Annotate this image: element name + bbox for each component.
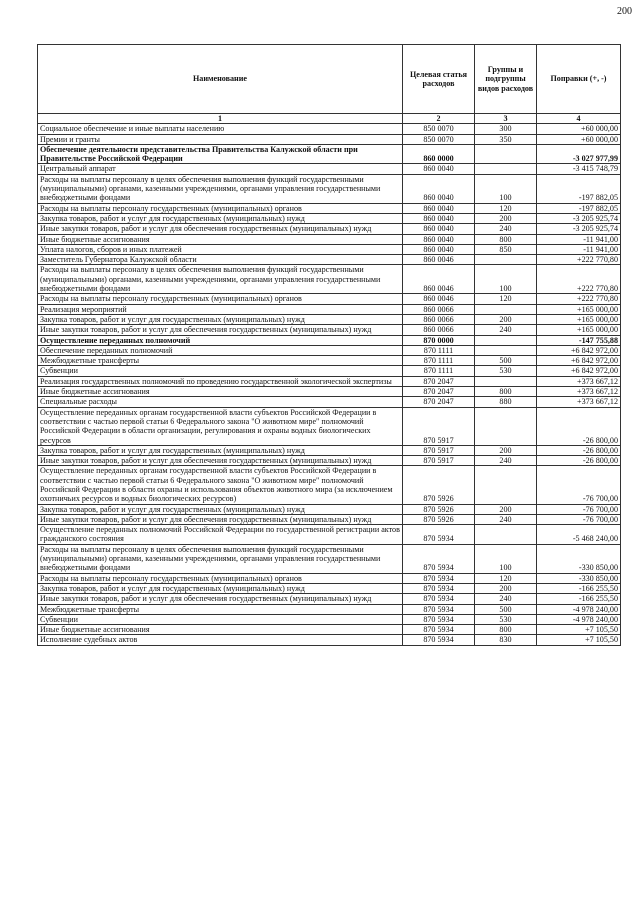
row-group xyxy=(475,144,537,164)
header-expense-groups: Группы и подгруппы видов расходов xyxy=(475,45,537,114)
row-group: 120 xyxy=(475,203,537,213)
row-target: 870 5934 xyxy=(403,614,475,624)
row-name: Центральный аппарат xyxy=(38,164,403,174)
row-target: 870 5934 xyxy=(403,525,475,545)
column-number: 2 xyxy=(403,114,475,124)
table-row xyxy=(38,366,621,376)
row-target: 870 5917 xyxy=(403,407,475,445)
row-amendment: -76 700,00 xyxy=(537,466,621,504)
row-target: 870 2047 xyxy=(403,387,475,397)
table-row xyxy=(38,244,621,254)
row-group: 800 xyxy=(475,387,537,397)
table-row xyxy=(38,514,621,524)
row-amendment: +373 667,12 xyxy=(537,376,621,386)
row-name: Иные закупки товаров, работ и услуг для обеспечения государственных (муниципальных) нужд xyxy=(38,325,403,335)
row-target: 870 1111 xyxy=(403,345,475,355)
row-target: 870 5934 xyxy=(403,583,475,593)
row-amendment: -166 255,50 xyxy=(537,583,621,593)
row-amendment: -26 800,00 xyxy=(537,456,621,466)
row-name: Межбюджетные трансферты xyxy=(38,604,403,614)
row-target: 870 5934 xyxy=(403,544,475,573)
row-target: 860 0046 xyxy=(403,255,475,265)
row-target: 860 0040 xyxy=(403,174,475,203)
row-group: 200 xyxy=(475,445,537,455)
row-name: Закупка товаров, работ и услуг для государственных (муниципальных) нужд xyxy=(38,504,403,514)
row-target: 860 0066 xyxy=(403,314,475,324)
row-group: 240 xyxy=(475,594,537,604)
row-target: 870 2047 xyxy=(403,397,475,407)
row-amendment: -5 468 240,00 xyxy=(537,525,621,545)
row-name: Иные закупки товаров, работ и услуг для обеспечения государственных (муниципальных) нужд xyxy=(38,456,403,466)
table-row xyxy=(38,625,621,635)
row-group: 350 xyxy=(475,134,537,144)
row-target: 870 1111 xyxy=(403,366,475,376)
row-amendment: +6 842 972,00 xyxy=(537,345,621,355)
row-target: 860 0040 xyxy=(403,203,475,213)
row-name: Межбюджетные трансферты xyxy=(38,356,403,366)
row-amendment: +222 770,80 xyxy=(537,255,621,265)
table-row xyxy=(38,376,621,386)
table-row xyxy=(38,356,621,366)
row-group: 240 xyxy=(475,456,537,466)
row-amendment: -330 850,00 xyxy=(537,573,621,583)
column-number: 3 xyxy=(475,114,537,124)
row-name: Иные бюджетные ассигнования xyxy=(38,234,403,244)
row-name: Иные бюджетные ассигнования xyxy=(38,387,403,397)
row-amendment: +6 842 972,00 xyxy=(537,356,621,366)
table-row xyxy=(38,294,621,304)
row-name: Расходы на выплаты персоналу в целях обеспечения выполнения функций государственными (муниципальными) органами, казенными учреждениями, органами управления государственными внебюджетными фондами xyxy=(38,265,403,294)
row-group: 100 xyxy=(475,265,537,294)
table-header-row xyxy=(38,45,621,114)
row-amendment: -26 800,00 xyxy=(537,445,621,455)
table-row xyxy=(38,583,621,593)
row-target: 860 0040 xyxy=(403,224,475,234)
row-amendment: +60 000,00 xyxy=(537,124,621,134)
row-name: Иные закупки товаров, работ и услуг для обеспечения государственных (муниципальных) нужд xyxy=(38,594,403,604)
column-number: 4 xyxy=(537,114,621,124)
row-target: 860 0000 xyxy=(403,144,475,164)
table-row xyxy=(38,224,621,234)
table-row xyxy=(38,456,621,466)
row-amendment: +7 105,50 xyxy=(537,635,621,645)
row-target: 860 0066 xyxy=(403,304,475,314)
row-group xyxy=(475,407,537,445)
row-group: 880 xyxy=(475,397,537,407)
row-group: 200 xyxy=(475,213,537,223)
row-target: 870 2047 xyxy=(403,376,475,386)
row-target: 860 0040 xyxy=(403,234,475,244)
row-name: Расходы на выплаты персоналу государственных (муниципальных) органов xyxy=(38,203,403,213)
row-group xyxy=(475,164,537,174)
row-target: 870 5926 xyxy=(403,514,475,524)
budget-table xyxy=(37,44,621,646)
row-name: Субвенции xyxy=(38,366,403,376)
row-group: 200 xyxy=(475,314,537,324)
row-amendment: -11 941,00 xyxy=(537,244,621,254)
row-target: 870 5917 xyxy=(403,456,475,466)
row-target: 870 5926 xyxy=(403,504,475,514)
row-amendment: -197 882,05 xyxy=(537,174,621,203)
table-row xyxy=(38,635,621,645)
row-amendment: -166 255,50 xyxy=(537,594,621,604)
row-group xyxy=(475,304,537,314)
row-amendment: +222 770,80 xyxy=(537,294,621,304)
row-amendment: -330 850,00 xyxy=(537,544,621,573)
row-target: 870 5934 xyxy=(403,573,475,583)
table-row xyxy=(38,314,621,324)
row-target: 870 5934 xyxy=(403,594,475,604)
row-target: 860 0046 xyxy=(403,294,475,304)
row-name: Осуществление переданных органам государственной власти субъектов Российской Федерации в соответствии с частью первой статьи 6 Федерального закона "О животном мире" полномочий Российской Федерации в области охраны и использования объектов животного мира (за исключением охотничьих ресурсов и водных биологических ресурсов) xyxy=(38,466,403,504)
row-name: Расходы на выплаты персоналу в целях обеспечения выполнения функций государственными (муниципальными) органами, казенными учреждениями, органами управления государственными внебюджетными фондами xyxy=(38,544,403,573)
table-row xyxy=(38,265,621,294)
row-group xyxy=(475,255,537,265)
row-name: Заместитель Губернатора Калужской области xyxy=(38,255,403,265)
row-name: Иные закупки товаров, работ и услуг для обеспечения государственных (муниципальных) нужд xyxy=(38,224,403,234)
row-group: 800 xyxy=(475,234,537,244)
header-target-article: Целевая статья расходов xyxy=(403,45,475,114)
row-name: Уплата налогов, сборов и иных платежей xyxy=(38,244,403,254)
row-target: 870 1111 xyxy=(403,356,475,366)
row-target: 870 0000 xyxy=(403,335,475,345)
row-name: Закупка товаров, работ и услуг для государственных (муниципальных) нужд xyxy=(38,213,403,223)
row-group: 850 xyxy=(475,244,537,254)
row-group: 530 xyxy=(475,614,537,624)
row-amendment: -3 415 748,79 xyxy=(537,164,621,174)
table-row xyxy=(38,604,621,614)
table-row xyxy=(38,213,621,223)
header-name: Наименование xyxy=(38,45,403,114)
row-group: 530 xyxy=(475,366,537,376)
table-row xyxy=(38,466,621,504)
row-name: Расходы на выплаты персоналу государственных (муниципальных) органов xyxy=(38,294,403,304)
row-name: Закупка товаров, работ и услуг для государственных (муниципальных) нужд xyxy=(38,314,403,324)
row-name: Специальные расходы xyxy=(38,397,403,407)
row-group xyxy=(475,345,537,355)
row-amendment: +222 770,80 xyxy=(537,265,621,294)
row-group xyxy=(475,466,537,504)
row-target: 850 0070 xyxy=(403,124,475,134)
row-group: 200 xyxy=(475,504,537,514)
column-number-row xyxy=(38,114,621,124)
row-name: Премии и гранты xyxy=(38,134,403,144)
row-amendment: +165 000,00 xyxy=(537,314,621,324)
row-amendment: -3 205 925,74 xyxy=(537,213,621,223)
row-target: 870 5934 xyxy=(403,604,475,614)
table-row xyxy=(38,345,621,355)
table-row xyxy=(38,525,621,545)
table-row xyxy=(38,255,621,265)
row-target: 860 0040 xyxy=(403,213,475,223)
row-name: Иные бюджетные ассигнования xyxy=(38,625,403,635)
table-row xyxy=(38,134,621,144)
row-name: Реализация государственных полномочий по проведению государственной экологической экспертизы xyxy=(38,376,403,386)
row-amendment: -147 755,88 xyxy=(537,335,621,345)
table-row xyxy=(38,234,621,244)
row-name: Закупка товаров, работ и услуг для государственных (муниципальных) нужд xyxy=(38,445,403,455)
row-target: 860 0066 xyxy=(403,325,475,335)
row-group: 240 xyxy=(475,325,537,335)
row-group: 240 xyxy=(475,514,537,524)
row-amendment: +165 000,00 xyxy=(537,325,621,335)
row-amendment: -3 027 977,99 xyxy=(537,144,621,164)
row-name: Обеспечение деятельности представительства Правительства Калужской области при Правительстве Российской Федерации xyxy=(38,144,403,164)
row-name: Закупка товаров, работ и услуг для государственных (муниципальных) нужд xyxy=(38,583,403,593)
row-group: 200 xyxy=(475,583,537,593)
row-group xyxy=(475,335,537,345)
row-target: 870 5934 xyxy=(403,625,475,635)
row-name: Субвенции xyxy=(38,614,403,624)
table-row xyxy=(38,594,621,604)
row-amendment: +60 000,00 xyxy=(537,134,621,144)
row-amendment: -11 941,00 xyxy=(537,234,621,244)
row-name: Расходы на выплаты персоналу в целях обеспечения выполнения функций государственными (муниципальными) органами, казенными учреждениями, органами управления государственными внебюджетными фондами xyxy=(38,174,403,203)
row-target: 860 0040 xyxy=(403,244,475,254)
table-row xyxy=(38,544,621,573)
row-amendment: -4 978 240,00 xyxy=(537,614,621,624)
table-row xyxy=(38,124,621,134)
row-group: 300 xyxy=(475,124,537,134)
table-row xyxy=(38,614,621,624)
row-target: 860 0040 xyxy=(403,164,475,174)
row-name: Иные закупки товаров, работ и услуг для обеспечения государственных (муниципальных) нужд xyxy=(38,514,403,524)
row-group: 100 xyxy=(475,174,537,203)
table-row xyxy=(38,387,621,397)
table-row xyxy=(38,304,621,314)
page-number: 200 xyxy=(617,6,632,17)
row-group: 800 xyxy=(475,625,537,635)
row-target: 870 5926 xyxy=(403,466,475,504)
row-group xyxy=(475,525,537,545)
table-row xyxy=(38,504,621,514)
row-amendment: -76 700,00 xyxy=(537,514,621,524)
row-amendment: -3 205 925,74 xyxy=(537,224,621,234)
row-name: Осуществление переданных полномочий xyxy=(38,335,403,345)
row-name: Расходы на выплаты персоналу государственных (муниципальных) органов xyxy=(38,573,403,583)
row-target: 860 0046 xyxy=(403,265,475,294)
row-amendment: +373 667,12 xyxy=(537,397,621,407)
row-amendment: +6 842 972,00 xyxy=(537,366,621,376)
header-amendments: Поправки (+, -) xyxy=(537,45,621,114)
row-group: 500 xyxy=(475,356,537,366)
row-target: 870 5917 xyxy=(403,445,475,455)
table-row xyxy=(38,144,621,164)
row-group: 830 xyxy=(475,635,537,645)
row-target: 850 0070 xyxy=(403,134,475,144)
row-name: Социальное обеспечение и иные выплаты населению xyxy=(38,124,403,134)
column-number: 1 xyxy=(38,114,403,124)
row-name: Осуществление переданных органам государственной власти субъектов Российской Федерации в соответствии с частью первой статьи 6 Федерального закона "О животном мире" полномочий Российской Федерации в области организации, регулирования и охраны водных биологических ресурсов xyxy=(38,407,403,445)
row-name: Реализация мероприятий xyxy=(38,304,403,314)
row-target: 870 5934 xyxy=(403,635,475,645)
table-row xyxy=(38,397,621,407)
row-group: 120 xyxy=(475,573,537,583)
table-row xyxy=(38,164,621,174)
table-row xyxy=(38,445,621,455)
table-row xyxy=(38,335,621,345)
row-group: 500 xyxy=(475,604,537,614)
row-amendment: +7 105,50 xyxy=(537,625,621,635)
table-row xyxy=(38,407,621,445)
table-row xyxy=(38,203,621,213)
row-amendment: -26 800,00 xyxy=(537,407,621,445)
row-group: 240 xyxy=(475,224,537,234)
row-name: Осуществление переданных полномочий Российской Федерации по государственной регистрации актов гражданского состояния xyxy=(38,525,403,545)
row-group: 100 xyxy=(475,544,537,573)
table-row xyxy=(38,325,621,335)
row-amendment: -76 700,00 xyxy=(537,504,621,514)
row-group xyxy=(475,376,537,386)
row-name: Обеспечение переданных полномочий xyxy=(38,345,403,355)
row-name: Исполнение судебных актов xyxy=(38,635,403,645)
row-amendment: +165 000,00 xyxy=(537,304,621,314)
row-amendment: +373 667,12 xyxy=(537,387,621,397)
row-group: 120 xyxy=(475,294,537,304)
row-amendment: -4 978 240,00 xyxy=(537,604,621,614)
table-row xyxy=(38,573,621,583)
table-row xyxy=(38,174,621,203)
row-amendment: -197 882,05 xyxy=(537,203,621,213)
